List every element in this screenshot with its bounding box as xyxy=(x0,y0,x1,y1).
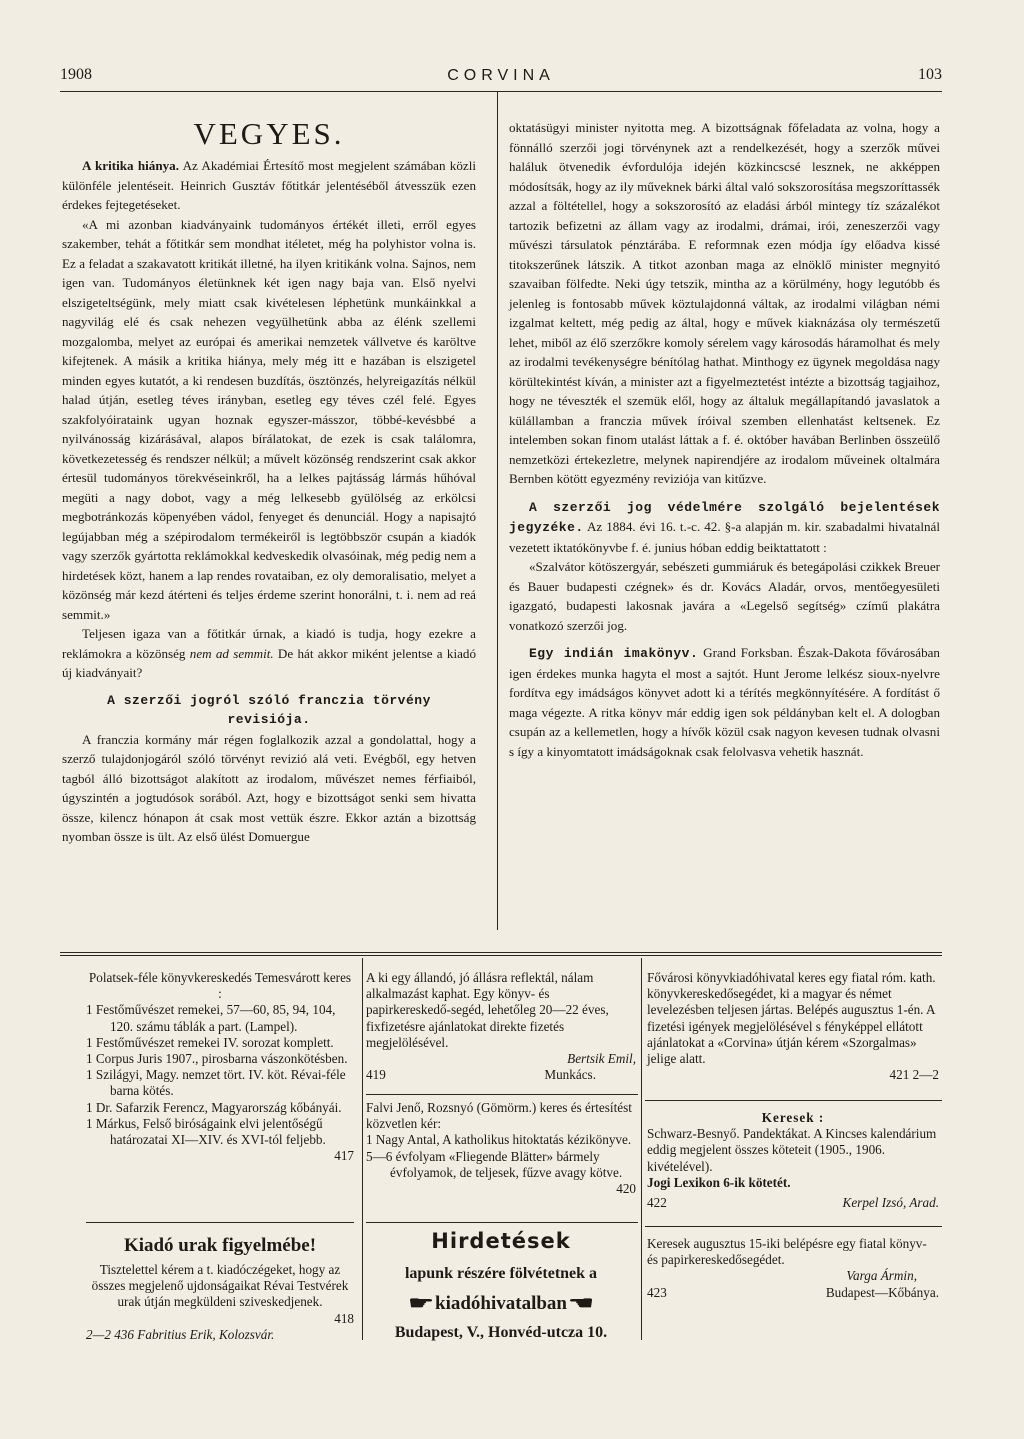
ad-fovarosi-number: 421 2—2 xyxy=(889,1067,939,1083)
header-year: 1908 xyxy=(60,66,92,83)
ad-bertsik-place: Munkács. xyxy=(544,1067,596,1083)
header-page-number: 103 xyxy=(918,66,942,83)
ad-kerpel xyxy=(647,1110,939,1211)
header-journal-title: CORVINA xyxy=(447,67,555,84)
ad-kiado-signature: 2—2 436 Fabritius Erik, Kolozsvár. xyxy=(86,1326,275,1342)
pointing-hand-icon: ☚ xyxy=(568,1293,594,1313)
ad-polatsek xyxy=(86,970,354,1164)
left-column xyxy=(62,114,476,847)
article-jog-continuation: oktatásügyi minister nyitotta meg. A bizottságnak főfeladata az volna, hogy a fönnálló szerzői jogi törvénynek azt a rendelkezését, hogy a szerzők művei haláluk ötvenedik évfordulója idején közkincscsé lesznek, ne akképpen módosítsák, hogy az ily műveknek bárki által való sokszorosítása megszoríttassék azzal a föltétellel, hogy a sokszorosító az eladási árból mintegy tíz százalékot tartozik befizetni az állam vagy az irodalmi, drámai, irói, zeneszerzői vagy művészi társulatok pénztárába. E reformnak ezen módja így előadva kissé titokszerűnek látszik. A titkot azonban maga az elnöklő minister megnyitó szavaiban fölfedte. Neki úgy tetszik, mintha az a körülmény, hogy legutóbb és jelenleg is fontosabb művek köztulajdonná váltak, az irodalmi világban némi izgalmat keltett, még pedig az által, hogy e művek kiaknázása oly természetű lehet, miből az élő szerzőkre komoly sérelem vagy károsodás háramolhat és mely az irodalmi tevékenységre bénítólag hathat. Minthogy ez ügynek megoldása nagy körültekintést kíván, a minister azt a figyelmeztetést intézte a bizottság tagjaihoz, hogy ne téveszték el szemük elől, hogy az általuk megállapítandó javaslatok a külállamban a franczia művek íróival szemben ellenhatást keltsenek. Ez intelemben sokan finom utalást láttak a f. é. október havában Berlinben összeülő nemzetközi értekezletre, melynek napirendjére az irodalom műveinek oltalmára Bernben kötött egyezmény reviziója van kitűzve. xyxy=(509,120,940,486)
ads-divider-1 xyxy=(362,958,363,1340)
ad-polatsek-item: 1 Dr. Safarzik Ferencz, Magyarország kőbányái. xyxy=(86,1099,342,1115)
ad-falvi-item: 1 Nagy Antal, A katholikus hitoktatás kézikönyve. xyxy=(366,1132,632,1148)
ad-varga-number: 423 xyxy=(647,1284,667,1300)
article-imakonyv-heading: Egy indián imakönyv. xyxy=(529,646,699,661)
article-bejelentesek-entry: «Szalvátor kötöszergyár, sebészeti gummiáruk és betegápolási czikkek Breuer és Bauer budapesti czégnek» és dr. Kovács Aladár, orvos, mentőegyesületi igazgató, budapesti lakosnak javára a «Legelső segítség» czímű plakátra vonatkozó szerzői jog. xyxy=(509,559,940,633)
ad-kerpel-title: Keresek : xyxy=(761,1110,825,1125)
ad-polatsek-number: 417 xyxy=(334,1148,354,1164)
ad-kiado xyxy=(86,1234,354,1343)
page-header xyxy=(60,66,942,90)
ad-kiado-number: 418 xyxy=(334,1310,354,1326)
ad-polatsek-item: 1 Corpus Juris 1907., pirosbarna vászonkötésben. xyxy=(86,1051,348,1067)
ad-polatsek-item: 1 Festőművészet remekei IV. sorozat komplett. xyxy=(86,1034,334,1050)
ad-hirdetesek xyxy=(366,1226,636,1347)
section-title: VEGYES. xyxy=(193,116,345,151)
right-column xyxy=(509,118,940,761)
ad-falvi xyxy=(366,1100,636,1197)
ad-polatsek-intro: Polatsek-féle könyvkereskedés Temesvárott keres : xyxy=(88,970,352,1002)
ad-varga-signature: Varga Ármin, xyxy=(846,1268,917,1284)
ad-bertsik-number: 419 xyxy=(366,1067,386,1083)
ad-polatsek-item: 1 Szilágyi, Magy. nemzet tört. IV. köt. Révai-féle barna kötés. xyxy=(86,1067,346,1099)
ad-hirdetesek-address: Budapest, V., Honvéd-utcza 10. xyxy=(394,1324,608,1341)
ad-falvi-intro: Falvi Jenő, Rozsnyó (Gömörm.) keres és értesítést közvetlen kér: xyxy=(366,1100,632,1132)
article-kritika-intro: Az Akadémiai Értesítő most megjelent számában közli különféle jelentéseit. Heinrich Gusztáv főtitkár jelentéséből átvesszük ezen érdekes fejtegetéseket. xyxy=(62,158,476,212)
ad-kerpel-signature: Kerpel Izsó, Arad. xyxy=(842,1195,939,1211)
ad-varga xyxy=(647,1236,939,1301)
ad-kerpel-line2: Jogi Lexikon 6-ik kötetét. xyxy=(647,1174,791,1190)
ad-polatsek-item: 1 Festőművészet remekei, 57—60, 85, 94, 104, 120. számu táblák a part. (Lampel). xyxy=(86,1002,336,1034)
ad-kiado-body: Tisztelettel kérem a t. kiadóczégeket, hogy az összes megjelenő ujdonságaikat Révai Testvérek urak útján megküldeni sziveskedjenek. xyxy=(91,1262,349,1310)
ads-divider-2 xyxy=(641,958,642,1340)
ad-kerpel-body: Schwarz-Besnyő. Pandektákat. A Kincses kalendárium eddig megjelent összes köteteit (1905., 1906. kivételével). xyxy=(647,1126,937,1174)
ad-fovarosi xyxy=(647,970,939,1083)
article-kritika-heading: A kritika hiánya. xyxy=(82,158,180,173)
pointing-hand-icon: ☛ xyxy=(408,1293,434,1313)
ad-separator xyxy=(86,1222,354,1223)
ad-falvi-number: 420 xyxy=(616,1181,636,1197)
ad-hirdetesek-line1: lapunk részére fölvétetnek a xyxy=(404,1265,598,1282)
ad-hirdetesek-title: Hirdetések xyxy=(431,1229,571,1253)
article-imakonyv: Egy indián imakönyv. Grand Forksban. Észak-Dakota fővárosában igen érdekes munka hagyta el most a sajtót. Hunt Jerome lelkész sioux-nyelvre fordítva egy imádságos könyvet adott ki a térítés megkönnyítésére. A fordítást ő maga végezte. A ritka könyv már eddig igen sok példányban kelt el. A dologban csupán az a kellemetlen, hogy a hívők közül csak nagyon kevesen tudnak olvasni s így a kinyomtatott imádságoknak csak felolvasva vehetik hasznát. xyxy=(509,645,940,759)
article-kritika xyxy=(62,156,476,215)
ad-bertsik xyxy=(366,970,636,1083)
article-bejelentesek: A szerzői jog védelmére szolgáló bejelentések jegyzéke. Az 1884. évi 16. t.-c. 42. §-a alapján m. kir. szabadalmi hivatalnál vezetett iktatókönyvbe f. é. junius hóban eddig beiktattatott : xyxy=(509,499,940,555)
ad-bertsik-body: A ki egy állandó, jó állásra reflektál, nálam alkalmazást kaphat. Egy könyv- és papirkereskedő-segéd, lehetőleg 20—22 éves, fixfizetésre ajánlatokat direkte fizetés megjelölésével. xyxy=(366,970,609,1050)
header-rule xyxy=(60,91,942,92)
ad-separator xyxy=(645,1226,942,1227)
ad-separator xyxy=(366,1222,638,1223)
ad-separator xyxy=(366,1094,638,1095)
ad-varga-place: Budapest—Kőbánya. xyxy=(825,1284,939,1300)
ad-varga-body: Keresek augusztus 15-iki belépésre egy fiatal könyv- és papirkereskedősegédet. xyxy=(647,1236,927,1268)
article-kritika-quote: «A mi azonban kiadványaink tudományos értékét illeti, erről egyes szakember, tehát a főtitkár sem mondhat itéletet, még ha polyhistor volna is. Ez a feladat a szakavatott kritikát illetné, ha ilyen kritikánk volna. Sajnos, nem igen van. Tudományos életünknek két igen nagy baja van. Első nyelvi elszigeteltségünk, mely miatt csak kivételesen léphetünk munkáinkkal a nagyvilág elé és csak nehezen vegyülhetünk abba az élénk szellemi mozgalomba, melyet az európai és amerikai nemzetek vállvetve és karöltve kifejtenek. A másik a kritika hiánya, mely még itt e hazában is elszigetel minden egyes kutatót, a ki rendesen buzdítás, ösztönzés, helyreigazítás nélkül halad útján, esetleg téves irányban, esetleg egy téves czél felé. Egyes szakfolyóirataink ugyan hoznak egyszer-másszor, többé-kevésbbé a nyilvánosság kizárásával, alapos bírálatokat, de ezek is csak találomra, következetesség és rendszer nélkül; a művelt közönség rendszerint csak akkor értesül tudományos törekvéseinkről, ha a lelkes pajtásság lármás hűhóval megüti a nagy dobot, vagy a még lelkesebb gyülölség az erkölcsi megbotránkozás köpenyében vádol, fenyeget és denunciál. Hogy a napisajtó legújabban még a szépirodalom termékeiről is legtöbbször csupán a kiadók vagy szerzők gyártotta reklámokkal kedveskedik olvasóinak, még pedig nem a hirdetések közt, hanem a lap rendes rovataiban, ez oly demoralisatio, melyet a közönség már kezd átérteni és teljes érdeme szerint honorálni, t. i. nem ad reá semmit.» xyxy=(62,216,476,622)
ad-kerpel-number: 422 xyxy=(647,1195,667,1211)
ad-separator xyxy=(645,1100,942,1101)
article-bejelentesek-heading: A szerzői jog védelmére szolgáló bejelentések jegyzéke. xyxy=(509,499,940,535)
article-kritika-closing: Teljesen igaza van a főtitkár úrnak, a kiadó is tudja, hogy ezekre a reklámokra a közönség nem ad semmit. De hát akkor miként jelentse a kiadó új kiadványait? xyxy=(62,626,476,680)
ad-kiado-title: Kiadó urak figyelmébe! xyxy=(123,1235,317,1256)
ad-bertsik-signature: Bertsik Emil, xyxy=(567,1051,636,1067)
article-jog-body: A franczia kormány már régen foglalkozik azzal a gondolattal, hogy a szerző tulajdonjogáról szóló törvényt revizió alá veti. Evégből, egy hetven tagból álló bizottságot alakított az irodalom, művészet nemes férfiaiból, úgyszintén a jogtudósok sorából. Azt, hogy e bizottságot senki sem hivatta össze, kilencz hónapon át csak most vettük észre. Ekkor aztán a bizottság nyomban össze is ült. Az első ülést Domuergue xyxy=(62,731,476,844)
ad-falvi-item: 5—6 évfolyam «Fliegende Blätter» bármely évfolyamok, de teljesek, fűzve avagy kötve. xyxy=(366,1148,623,1180)
ad-polatsek-item: 1 Márkus, Felső biróságaink elvi jelentőségű határozatai XI—XIV. és XVI-tól feljebb. xyxy=(86,1115,326,1148)
ad-hirdetesek-line2: kiadóhivatalban xyxy=(435,1293,567,1314)
column-divider xyxy=(497,92,498,930)
article-jog-heading: A szerzői jogról szóló franczia törvény revisiója. xyxy=(107,692,431,727)
ad-fovarosi-body: Fővárosi könyvkiadóhivatal keres egy fiatal róm. kath. könyvkereskedősegédet, ki a magyar és német levelezésben teljesen jártas. Belépés augusztus 1-én. A fizetési igények megjelölésével s fényképpel ellátott ajánlatokat a «Corvina» útján kérem «Szorgalmas» jelige alatt. xyxy=(647,970,936,1067)
